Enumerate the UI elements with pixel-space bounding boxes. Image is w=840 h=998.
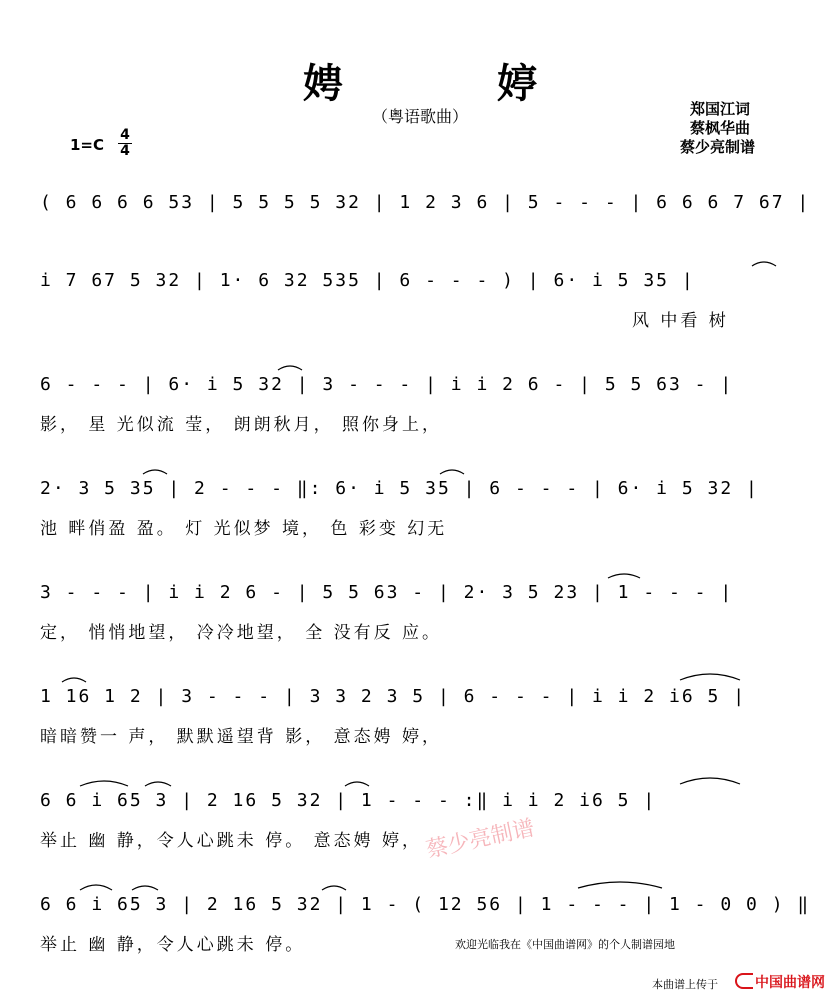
lyrics-line-3: 影， 星 光似流 莹， 朗朗秋月， 照你身上， [40, 415, 443, 435]
logo-e-icon [735, 973, 753, 989]
composer-credit: 蔡枫华曲 [690, 119, 751, 137]
song-title: 娉 婷 [303, 61, 607, 107]
lyrics-line-2: 风 中看 树 [632, 311, 729, 331]
time-signature-bottom: 4 [120, 143, 130, 159]
lyrics-line-7: 举止 幽 静，令人心跳未 停。 意态娉 婷， [40, 831, 423, 851]
upload-text: 本曲谱上传于 [652, 978, 718, 991]
lyrics-line-6: 暗暗赞一 声， 默默遥望背 影， 意态娉 婷， [40, 727, 443, 747]
notes-line-8: 6 6 i 65 3 | 2 16 5 32 | 1 - ( 12 56 | 1 - - - | 1 - 0 0 ) ‖ [40, 894, 811, 915]
site-logo[interactable] [735, 972, 825, 992]
lyrics-line-5: 定， 悄悄地望， 冷冷地望， 全 没有反 应。 [40, 623, 443, 643]
song-subtitle: （粤语歌曲） [371, 107, 468, 126]
transcriber-credit: 蔡少亮制谱 [680, 138, 756, 156]
lyrics-line-4: 池 畔俏盈 盈。 灯 光似梦 境， 色 彩变 幻无 [40, 519, 448, 539]
lyricist-credit: 郑国江词 [690, 100, 751, 118]
logo-text: 中国曲谱网 [755, 975, 825, 991]
watermark: 蔡少亮制谱 [424, 815, 537, 864]
notes-line-4: 2· 3 5 35 | 2 - - - ‖: 6· i 5 35 | 6 - - - | 6· i 5 32 | [40, 478, 759, 499]
notes-line-1: ( 6 6 6 6 53 | 5 5 5 5 32 | 1 2 3 6 | 5 - - - | 6 6 6 7 67 | [40, 192, 811, 213]
notes-line-5: 3 - - - | i i 2 6 - | 5 5 63 - | 2· 3 5 23 | 1 - - - | [40, 582, 734, 603]
notes-line-7: 6 6 i 65 3 | 2 16 5 32 | 1 - - - :‖ i i 2 i6 5 | [40, 790, 657, 811]
notes-line-6: 1 16 1 2 | 3 - - - | 3 3 2 3 5 | 6 - - - | i i 2 i6 5 | [40, 686, 747, 707]
notes-line-3: 6 - - - | 6· i 5 32 | 3 - - - | i i 2 6 - | 5 5 63 - | [40, 374, 734, 395]
lyrics-line-8: 举止 幽 静，令人心跳未 停。 [40, 935, 306, 955]
key-signature: 1=C [70, 136, 105, 154]
time-signature-top: 4 [120, 127, 130, 143]
notes-line-2: i 7 67 5 32 | 1· 6 32 535 | 6 - - - ) | 6· i 5 35 | [40, 270, 695, 291]
footer-note: 欢迎光临我在《中国曲谱网》的个人制谱园地 [455, 938, 675, 951]
